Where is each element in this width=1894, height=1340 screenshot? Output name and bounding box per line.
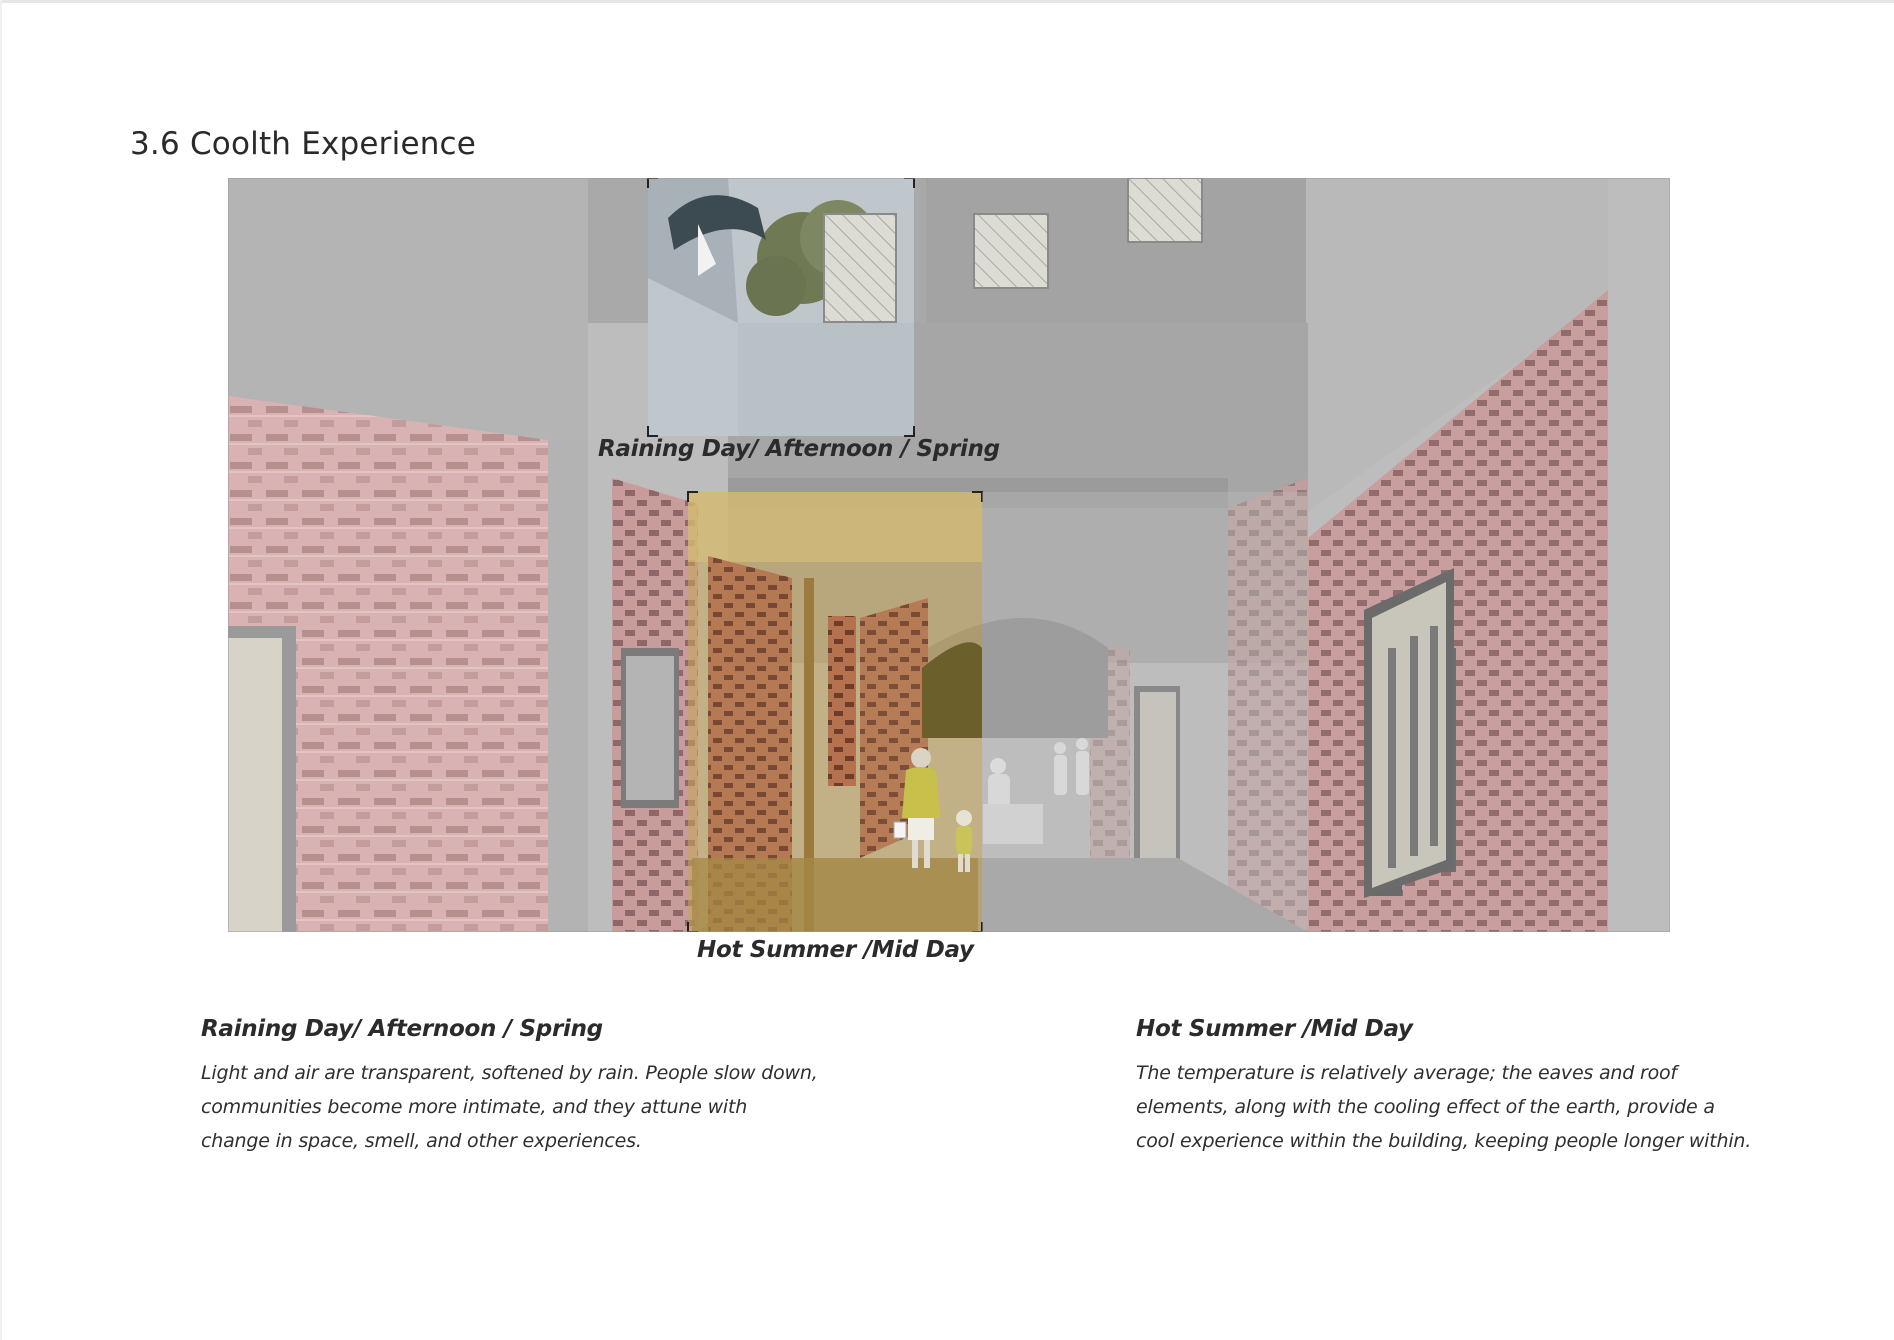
caption-hot-summer: Hot Summer /Mid Day: [697, 937, 974, 963]
hot-summer-panel: [688, 492, 982, 932]
coolth-experience-illustration: [228, 178, 1670, 932]
page-top-border: [0, 0, 1894, 3]
raining-day-heading: Raining Day/ Afternoon / Spring: [201, 1016, 603, 1042]
hot-summer-heading: Hot Summer /Mid Day: [1136, 1016, 1413, 1042]
caption-raining-day: Raining Day/ Afternoon / Spring: [598, 436, 1000, 462]
raining-day-panel: [648, 178, 914, 436]
section-title: 3.6 Coolth Experience: [130, 126, 477, 162]
raining-day-description: Light and air are transparent, softened by rain. People slow down, communities become more intimate, and they attune with change in space, smell, and other experiences.: [201, 1062, 818, 1152]
page-left-border: [0, 0, 2, 1340]
hot-summer-description: The temperature is relatively average; the eaves and roof elements, along with the cooling effect of the earth, provide a cool experience within the building, keeping people longer within.: [1136, 1062, 1752, 1152]
